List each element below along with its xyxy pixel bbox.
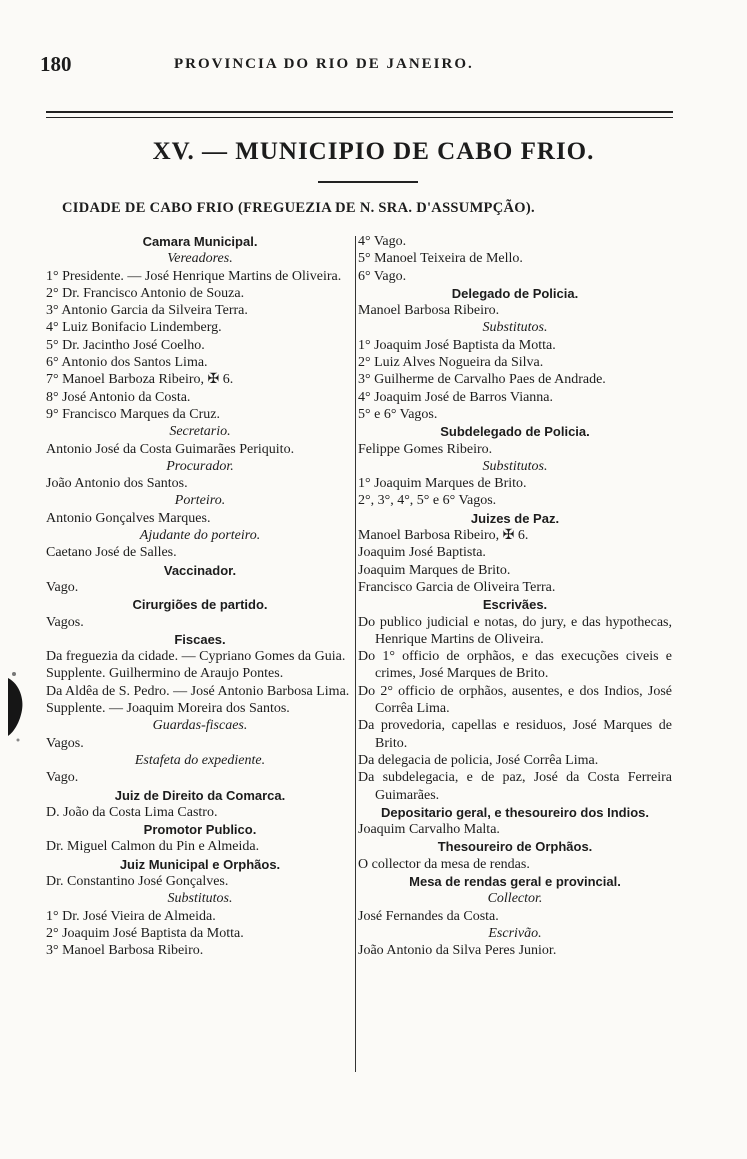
role-heading: Procurador. xyxy=(166,458,234,474)
entry-line: 4° Luiz Bonifacio Lindemberg. xyxy=(46,320,222,336)
entry-line: Supplente. Guilhermino de Araujo Pontes. xyxy=(46,666,284,682)
column-divider xyxy=(355,236,356,1072)
entry-line: Da delegacia de policia, José Corrêa Lima. xyxy=(358,752,599,768)
role-heading: Guardas-fiscaes. xyxy=(152,718,248,734)
entry-line: 6° Vago. xyxy=(358,268,407,284)
entry-line: Vago. xyxy=(46,770,79,786)
role-heading: Substitutos. xyxy=(482,320,548,336)
role-heading: Estafeta do expediente. xyxy=(134,752,266,768)
entry-line: Antonio José da Costa Guimarães Periquito. xyxy=(46,441,295,457)
entry-line: 8° José Antonio da Costa. xyxy=(46,389,191,405)
title-rule xyxy=(318,181,418,183)
section-heading: Fiscaes. xyxy=(174,631,226,647)
entry-line: Vago. xyxy=(46,579,79,595)
entry-line: 2° Joaquim José Baptista da Motta. xyxy=(46,925,244,941)
section-heading: Delegado de Policia. xyxy=(451,285,579,301)
role-heading: Vereadores. xyxy=(167,251,233,267)
entry-line: João Antonio dos Santos. xyxy=(46,476,188,492)
entry-line: 5° Dr. Jacintho José Coelho. xyxy=(46,337,205,353)
entry-line: 3° Manoel Barbosa Ribeiro. xyxy=(46,943,204,959)
entry-line: Antonio Gonçalves Marques. xyxy=(46,510,211,526)
entry-line: Da freguezia da cidade. — Cypriano Gomes da Guia. xyxy=(46,649,346,665)
entry-line: 1° Presidente. — José Henrique Martins de Oliveira. xyxy=(46,268,342,284)
section-heading: Thesoureiro de Orphãos. xyxy=(437,839,593,855)
section-heading: Promotor Publico. xyxy=(143,822,257,838)
entry-line: 9° Francisco Marques da Cruz. xyxy=(46,406,220,422)
section-heading: Cirurgiões de partido. xyxy=(132,597,268,613)
entry-line: João Antonio da Silva Peres Junior. xyxy=(358,943,557,959)
entry-line: 1° Dr. José Vieira de Almeida. xyxy=(46,908,216,924)
cidade-heading: CIDADE DE CABO FRIO (FREGUEZIA DE N. SRA. D'ASSUMPÇÃO). xyxy=(62,200,535,216)
entry-line: Da subdelegacia, e de paz, José da Costa Ferreira Guimarães. xyxy=(358,770,672,803)
entry-line: 2° Luiz Alves Nogueira da Silva. xyxy=(358,355,544,371)
entry-line: Francisco Garcia de Oliveira Terra. xyxy=(358,579,556,595)
entry-line: Caetano José de Salles. xyxy=(46,545,177,561)
entry-line: 5° Manoel Teixeira de Mello. xyxy=(358,251,523,267)
entry-line: Vagos. xyxy=(46,614,84,630)
entry-line: Manoel Barbosa Ribeiro. xyxy=(358,303,500,319)
entry-line: 1° Joaquim Marques de Brito. xyxy=(358,476,527,492)
section-heading: Escrivães. xyxy=(482,597,548,613)
section-heading: Juiz Municipal e Orphãos. xyxy=(119,856,281,872)
role-heading: Collector. xyxy=(487,891,543,907)
entry-line: 2°, 3°, 4°, 5° e 6° Vagos. xyxy=(358,493,497,509)
entry-line: Da provedoria, capellas e residuos, José Marques de Brito. xyxy=(358,718,672,751)
entry-line: Dr. Miguel Calmon du Pin e Almeida. xyxy=(46,839,260,855)
entry-line: Do publico judicial e notas, do jury, e das hypothecas, Henrique Martins de Oliveira. xyxy=(358,614,672,647)
entry-line: 1° Joaquim José Baptista da Motta. xyxy=(358,337,556,353)
section-heading: Juiz de Direito da Comarca. xyxy=(114,787,286,803)
section-heading: Juizes de Paz. xyxy=(470,510,560,526)
entry-line: Joaquim José Baptista. xyxy=(358,545,486,561)
binding-mark-icon xyxy=(4,670,26,742)
page-number: 180 xyxy=(40,52,72,76)
section-heading: Camara Municipal. xyxy=(142,234,258,249)
right-column xyxy=(358,233,672,959)
entry-line: Do 2° officio de orphãos, ausentes, e dos Indios, José Corrêa Lima. xyxy=(358,683,672,717)
section-heading: Vaccinador. xyxy=(163,562,237,578)
section-title: XV. — MUNICIPIO DE CABO FRIO. xyxy=(152,138,595,165)
entry-line: José Fernandes da Costa. xyxy=(358,908,499,924)
entry-line: 4° Joaquim José de Barros Vianna. xyxy=(358,389,554,405)
section-heading: Subdelegado de Policia. xyxy=(440,424,590,440)
entry-line: Vagos. xyxy=(46,735,84,751)
left-column xyxy=(46,233,354,959)
entry-line: Manoel Barbosa Ribeiro, ✠ 6. xyxy=(358,528,529,544)
entry-line: Joaquim Carvalho Malta. xyxy=(358,822,500,838)
entry-line: Joaquim Marques de Brito. xyxy=(358,562,511,578)
role-heading: Porteiro. xyxy=(174,493,226,509)
entry-line: 7° Manoel Barboza Ribeiro, ✠ 6. xyxy=(46,372,234,388)
entry-line: 3° Guilherme de Carvalho Paes de Andrade. xyxy=(358,372,606,388)
entry-line: 2° Dr. Francisco Antonio de Souza. xyxy=(46,285,245,301)
role-heading: Substitutos. xyxy=(482,458,548,474)
role-heading: Escrivão. xyxy=(488,925,542,941)
role-heading: Substitutos. xyxy=(167,891,233,907)
entry-line: 6° Antonio dos Santos Lima. xyxy=(46,355,208,371)
role-heading: Secretario. xyxy=(169,424,231,440)
header-rule xyxy=(46,111,673,118)
entry-line: Felippe Gomes Ribeiro. xyxy=(358,441,493,457)
entry-line: D. João da Costa Lima Castro. xyxy=(46,804,218,820)
role-heading: Ajudante do porteiro. xyxy=(139,528,261,544)
section-heading: Depositario geral, e thesoureiro dos Indios. xyxy=(381,804,649,820)
entry-line: O collector da mesa de rendas. xyxy=(358,856,530,872)
entry-line: 5° e 6° Vagos. xyxy=(358,406,438,422)
entry-line: Do 1° officio de orphãos, e das execuções civeis e crimes, José Marques de Brito. xyxy=(358,649,672,682)
entry-line: 4° Vago. xyxy=(358,234,407,249)
running-title: PROVINCIA DO RIO DE JANEIRO. xyxy=(174,56,474,72)
entry-line: Supplente. — Joaquim Moreira dos Santos. xyxy=(46,701,290,717)
entry-line: 3° Antonio Garcia da Silveira Terra. xyxy=(46,303,248,319)
section-heading: Mesa de rendas geral e provincial. xyxy=(409,873,621,889)
entry-line: Da Aldêa de S. Pedro. — José Antonio Barbosa Lima. xyxy=(46,683,350,699)
entry-line: Dr. Constantino José Gonçalves. xyxy=(46,873,229,889)
